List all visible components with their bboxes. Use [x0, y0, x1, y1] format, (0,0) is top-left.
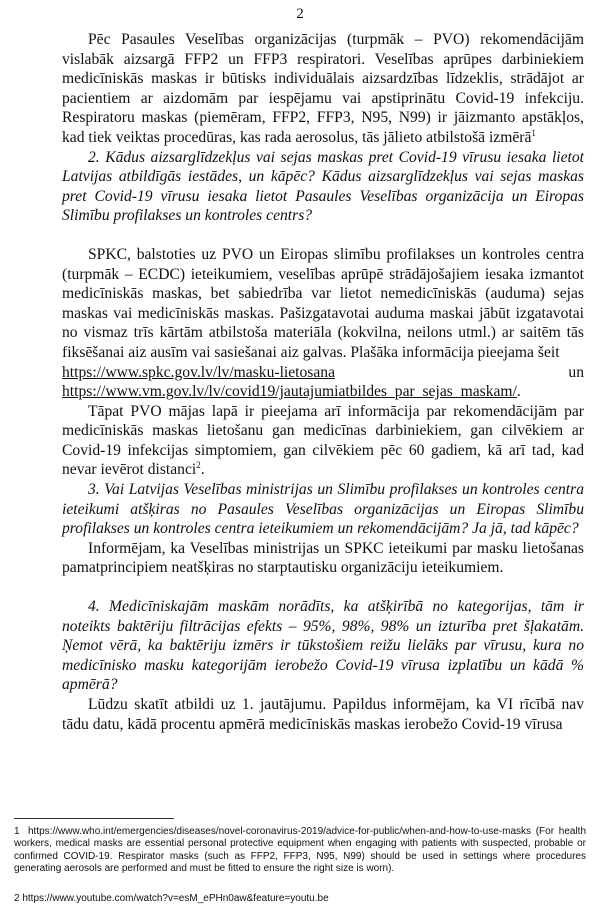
link-label-seit: šeit — [537, 343, 560, 361]
paragraph-spkc-answer — [62, 245, 584, 363]
paragraph-who-website: Tāpat PVO mājas lapā ir pieejama arī informācija par rekomendācijām par medicīniskās maskas lietošanu gan medicīnas darbiniekiem, gan cilvēkiem ar Covid-19 infekcijas simptomiem, gan cilvēkiem pēc 60 gadiem, kā arī tad, kad nevar ievērot distanci$^2$. — [62, 402, 584, 479]
links-line-2 — [62, 382, 584, 402]
links-line — [62, 363, 584, 383]
document-body — [62, 30, 584, 734]
paragraph-vm-spkc-answer: Informējam, ka Veselības ministrijas un SPKC ieteikumi par masku lietošanas pamatprincipiem neatšķiras no starptautisku organizāciju ieteikumiem. — [62, 539, 584, 577]
paragraph-text: Pēc Pasaules Veselības organizācijas (turpmāk – PVO) rekomendācijām vislabāk aizsargā FFP2 un FFP3 respiratori. Veselības aprūpes darbiniekiem medicīniskās maskas ir būtisks individuālais aizsardzības līdzeklis, strādājot ar pacientiem ar aizdomām par iespējamu vai apstiprinātu Covid-19 infekciju. Respiratoru maskas (piemēram, FFP2, FFP3, N95, N99) ir jāizmanto apstākļos, kad tiek veiktas procedūras, kas rada aerosolus, tās jālieto atbilstošā izmērā — [62, 31, 584, 146]
spacer — [62, 578, 584, 597]
link-spkc-masku-lietosana[interactable]: https://www.spkc.gov.lv/lv/masku-lietosana — [62, 363, 336, 381]
footnote-number: 1 — [14, 826, 20, 837]
paragraph-answer-4: Lūdzu skatīt atbildi uz 1. jautājumu. Papildus informējam, ka VI rīcībā nav tādu datu, kādā procentu apmērā medicīniskās maskas ierobežo Covid-19 vīrusa — [62, 696, 584, 733]
spacer — [62, 226, 584, 245]
paragraph-text: SPKC, balstoties uz PVO un Eiropas slimību profilakses un kontroles centra (turpmāk – ECDC) ieteikumiem, veselības aprūpē strādājošajiem iesaka izmantot medicīniskās maskas, bet sabiedrība var lietot nemedicīniskās (auduma) sejas maskas vai medicīniskās maskas. Pašizgatavotai auduma maskai jābūt izgatavotai no vismaz trīs kārtām atbilstoša materiāla (kokvilna, neilons utml.) ar saitēm tās fiksēšanai aiz ausīm vai sasiešanai aiz galvas. Plašāka informācija pieejama — [62, 245, 584, 361]
sentence-end: . — [516, 383, 521, 401]
paragraph-ppo-recommendations — [62, 30, 584, 148]
footnote-text[interactable]: https://www.who.int/emergencies/diseases/novel-coronavirus-2019/advice-for-public/when-and-how-to-use-masks (For health workers, medical masks are essential personal protective equipment when engaging with patients with suspected, probable or confirmed COVID-19. Respirator masks (such as FFP2, FFP3, N95, N99) should be used in settings where procedures generating aerosols are performed and must be fitted to ensure the right size is worn). — [14, 826, 586, 875]
question-4: 4. Medicīniskajām maskām norādīts, ka atšķirībā no kategorijas, tām ir noteikts baktēriju filtrācijas efekts – 95%, 98%, 98% un izturība pret šļakatām. Ņemot vērā, ka baktēriju izmērs ir tūkstošiem reižu lielāks par vīrusu, kura no medicīnisko masku kategorijām ierobežo Covid-19 vīrusa izplatību un kādā % apmērā? — [62, 598, 584, 694]
footnote-ref-1[interactable]: 1 — [531, 127, 536, 138]
paragraph-text: Tāpat PVO mājas lapā ir pieejama arī informācija par rekomendācijām par medicīniskās maskas lietošanu gan medicīnas darbiniekiem, gan cilvēkiem ar Covid-19 infekcijas simptomiem, gan cilvēkiem pēc 60 gadiem, kā arī tad, kad nevar ievērot distanci — [62, 402, 584, 479]
footnote-1 — [14, 826, 586, 876]
footnote-2 — [14, 893, 586, 905]
question-3: 3. Vai Latvijas Veselības ministrijas un Slimību profilakses un kontroles centra ieteikumi atšķiras no Pasaules Veselības organizācijas un Eiropas Slimību profilakses un kontroles centra ieteikumiem un rekomendācijām? Ja jā, tad kāpēc? — [62, 481, 584, 538]
link-vm-covid19-maskas[interactable]: https://www.vm.gov.lv/lv/covid19/jautajumiatbildes_par_sejas_maskam/ — [62, 383, 517, 401]
footnote-number: 2 — [14, 893, 20, 904]
footnote-divider — [14, 818, 174, 819]
footnote-ref-2[interactable]: 2 — [196, 460, 201, 471]
conjunction-un: un — [568, 363, 584, 381]
question-2: 2. Kādus aizsarglīdzekļus vai sejas maskas pret Covid-19 vīrusu iesaka lietot Latvijas atbildīgās iestādes, un kāpēc? Kādus aizsarglīdzekļus vai sejas maskas pret Covid-19 vīrusu iesaka lietot Pasaules Veselības organizācija un Eiropas Slimību profilakses un kontroles centrs? — [62, 148, 584, 225]
page-number: 2 — [296, 6, 304, 22]
footnote-text[interactable]: https://www.youtube.com/watch?v=esM_ePHn0aw&feature=youtu.be — [22, 893, 329, 904]
